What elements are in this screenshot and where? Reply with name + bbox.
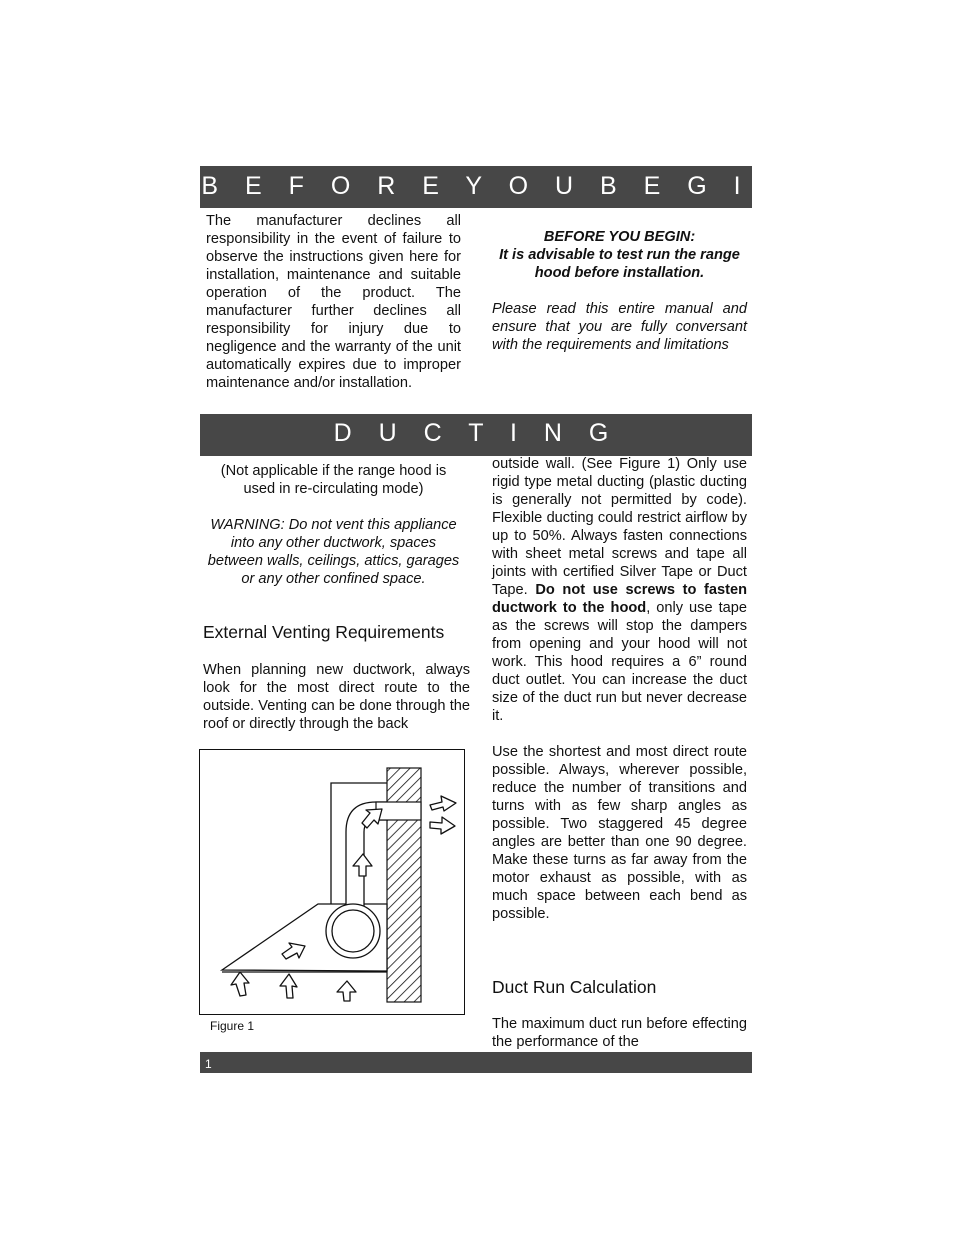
warning-text: WARNING: Do not vent this appliance into any other ductwork, spaces between walls, ceilings, attics, garages or any other confined space. — [207, 517, 460, 587]
notice-heading: BEFORE YOU BEGIN: — [543, 229, 696, 245]
arrow-up-icon — [337, 981, 356, 1001]
heading-duct-run — [492, 976, 747, 998]
arrow-up-icon — [231, 972, 249, 996]
section-banner-ducting — [200, 414, 752, 456]
heading-text: Duct Run Calculation — [492, 977, 657, 997]
heading-text: External Venting Requirements — [203, 622, 445, 642]
ducting-bold-warning: Do not use screws to fasten ductwork to the hood — [492, 582, 747, 616]
ducting-diagram — [200, 750, 464, 1014]
disclaimer-text — [206, 212, 461, 392]
disclaimer-paragraph: The manufacturer declines all responsibility in the event of failure to observe the instructions given here for installation, maintenance and suitable operation of the product. The manufacturer further declines all responsibility for injury due to negligence and the warranty of the unit automatically expires due to improper maintenance and/or installation. — [206, 213, 461, 391]
ducting-paragraph-2: Use the shortest and most direct route possible. Always, wherever possible, reduce the number of transitions and turns with as few sharp angles as possible. Two staggered 45 degree angles are better than one 90 degree. Make these turns as far away from the motor exhaust as possible, with as much space between each bend as possible. — [492, 744, 747, 922]
notice-subheading: It is advisable to test run the range hood before installation. — [499, 247, 740, 281]
page-footer — [200, 1052, 752, 1073]
arrow-up-icon — [280, 974, 297, 998]
duct-through-wall — [376, 802, 421, 820]
ducting-text: , only use tape as the screws will stop the dampers from opening and your hood will not work. This hood requires a 6” round duct outlet. You can increase the duct size of the duct run but never decrease it. — [492, 600, 747, 724]
duct-run-text — [492, 1015, 747, 1051]
section-title: B E F O R E Y O U B E G I N — [201, 172, 751, 240]
not-applicable-text: (Not applicable if the range hood is used in re-circulating mode) — [220, 463, 447, 497]
notice-block — [492, 228, 747, 282]
arrow-right-icon — [430, 817, 455, 834]
figure-caption: Figure 1 — [210, 1019, 255, 1033]
external-venting-paragraph: When planning new ductwork, always look for the most direct route to the outside. Venting can be done through the roof or directly through the back — [203, 662, 470, 732]
section-title: D U C T I N G — [333, 419, 619, 447]
heading-external-venting — [203, 621, 473, 643]
page-number: 1 — [205, 1057, 212, 1071]
ducting-text: outside wall. (See Figure 1) Only use rigid type metal ducting (plastic ducting is generally not permitted by code). Flexible ducting could restrict airflow by up to 50%. Always fasten connections with sheet metal screws and tape all joints with certified Silver Tape or Duct Tape. — [492, 456, 747, 598]
figure-1-box — [199, 749, 465, 1015]
ducting-right-column — [492, 455, 747, 923]
ducting-paragraph-1 — [492, 455, 747, 725]
warning-note — [206, 516, 461, 588]
notice-text — [492, 300, 747, 354]
external-venting-text — [203, 661, 470, 733]
section-banner-before-you-begin — [200, 166, 752, 240]
not-applicable-note — [206, 462, 461, 498]
duct-run-paragraph: The maximum duct run before effecting the performance of the — [492, 1016, 747, 1050]
notice-paragraph: Please read this entire manual and ensure that you are fully conversant with the requirements and limitations — [492, 301, 747, 353]
arrow-right-icon — [430, 796, 456, 811]
blower-inner — [332, 910, 374, 952]
